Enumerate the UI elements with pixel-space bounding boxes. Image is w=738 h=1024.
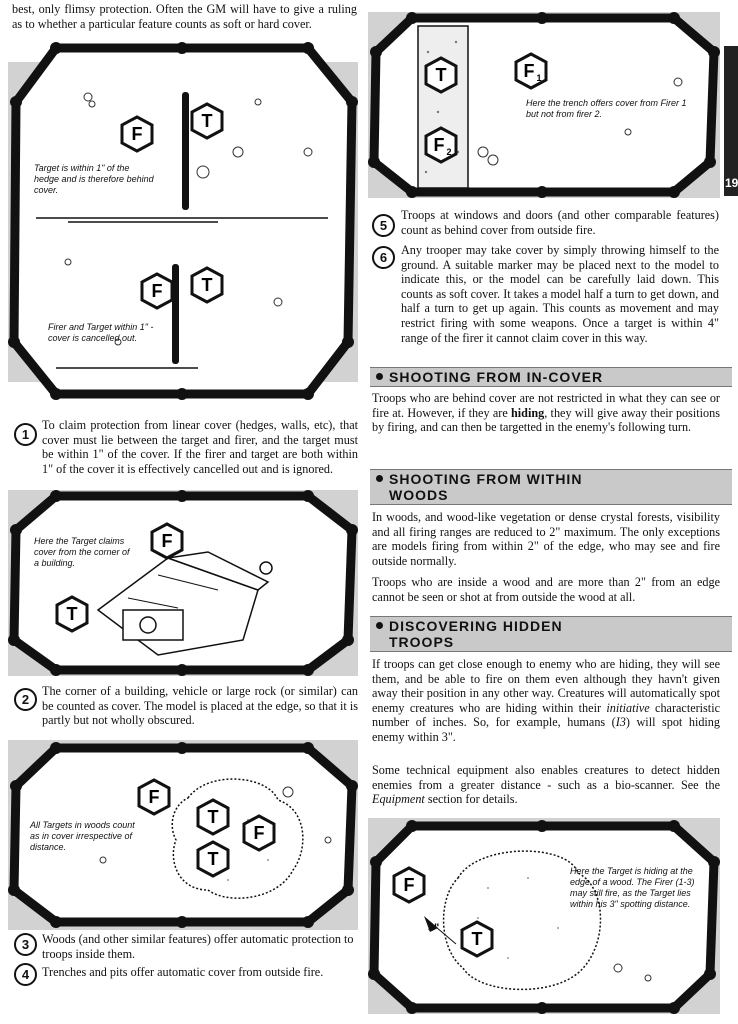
page-number: 19 xyxy=(725,176,738,190)
rule-2-number: 2 xyxy=(14,688,37,711)
d1-caption-bottom: Firer and Target within 1" - cover is cancelled out. xyxy=(48,322,154,343)
svg-text:1: 1 xyxy=(536,73,542,83)
d4-token-f1 xyxy=(514,52,548,90)
hidden-paragraph-1: If troops can get close enough to enemy who are hiding, they will see them, and be able to fire on them even although they havn't given away their position in any other way. Creatures will automatically spot enemy creatures who are hiding within their initiative characteristic number of inches. So, for example, humans (I3) will spot hiding enemy within 3". xyxy=(372,657,720,744)
d4-token-f2 xyxy=(424,126,458,164)
svg-text:F: F xyxy=(433,135,445,155)
heading-hidden-troops xyxy=(370,616,732,652)
in-cover-paragraph: Troops who are behind cover are not restricted in what they can see or fire at. However, if they are hiding, they will give away their positions by firing, and can then be targetted in the enemy's following turn. xyxy=(372,391,720,435)
diagram-linear-cover xyxy=(8,42,358,404)
rule-4-number: 4 xyxy=(14,963,37,986)
d1-caption-top: Target is within 1" of the hedge and is therefore behind cover. xyxy=(34,163,154,195)
d3-token-t2 xyxy=(196,840,230,878)
d1-token-t1 xyxy=(190,102,224,140)
diagram-building-corner xyxy=(8,490,358,676)
d1-token-t2 xyxy=(190,266,224,304)
svg-text:F: F xyxy=(148,787,160,807)
rule-3-text: Woods (and other similar features) offer automatic protection to troops inside them. xyxy=(42,932,354,961)
rule-6-text: Any trooper may take cover by simply throwing himself to the ground. A suitable marker may be placed next to the model to indicate this, or the model can be carefully laid down. This counts as soft cover. It takes a model half a turn to get down, and half a turn to get up again. This counts as movement and may restrict firing with some weapons. Once a target is within 4" range of the firer it cannot claim cover in this way. xyxy=(401,243,719,345)
d2-caption: Here the Target claims cover from the corner of a building. xyxy=(34,536,130,568)
rule-4-text: Trenches and pits offer automatic cover from outside fire. xyxy=(42,965,324,979)
heading-shooting-woods xyxy=(370,469,732,505)
page-edge-tab xyxy=(724,46,738,196)
d3-token-f1 xyxy=(137,778,171,816)
d2-token-t xyxy=(55,595,89,633)
svg-text:F: F xyxy=(253,823,265,843)
svg-text:F: F xyxy=(131,124,143,144)
d4-caption: Here the trench offers cover from Firer 1 but not from firer 2. xyxy=(526,98,687,119)
heading-hidden-line2: TROOPS xyxy=(389,634,455,650)
d3-caption: All Targets in woods count as in cover irrespective of distance. xyxy=(30,820,135,852)
heading-hidden-line1: DISCOVERING HIDDEN xyxy=(389,618,563,634)
d3-token-f2 xyxy=(242,814,276,852)
rule-1-text: To claim protection from linear cover (hedges, walls, etc), that cover must lie between the target and firer, and the target must be within 1" of the cover. If the firer and target are both within 1" of the cover it is effectively cancelled out and is ignored. xyxy=(42,418,358,476)
woods-paragraph-1: In woods, and wood-like vegetation or dense crystal forests, visibility and all firing ranges are reduced to 2" maximum. The only exceptions are models firing from within 2" of the edge, who may see and fire outside normally. xyxy=(372,510,720,568)
rule-3-number: 3 xyxy=(14,933,37,956)
rule-5-number: 5 xyxy=(372,214,395,237)
svg-text:F: F xyxy=(403,875,415,895)
svg-text:T: T xyxy=(471,929,483,949)
intro-paragraph: best, only flimsy protection. Often the GM will have to give a ruling as to whether a particular feature counts as soft or hard cover. xyxy=(12,2,357,31)
svg-text:F: F xyxy=(161,531,173,551)
rule-1-number: 1 xyxy=(14,423,37,446)
d3-token-t1 xyxy=(196,798,230,836)
d1-token-f2 xyxy=(140,272,174,310)
d1-token-f1 xyxy=(120,115,154,153)
svg-text:T: T xyxy=(435,65,447,85)
svg-text:T: T xyxy=(207,849,219,869)
rule-5-text: Troops at windows and doors (and other comparable features) count as behind cover from outside fire. xyxy=(401,208,719,237)
heading-shooting-in-cover xyxy=(370,367,732,387)
rule-2-text: The corner of a building, vehicle or large rock (or similar) can be counted as cover. The model is placed at the edge, so that it is partly but not wholly obscured. xyxy=(42,684,358,728)
heading-woods-line1: SHOOTING FROM WITHIN xyxy=(389,471,583,487)
heading-woods-line2: WOODS xyxy=(389,487,449,503)
svg-text:2: 2 xyxy=(446,147,452,157)
svg-text:T: T xyxy=(66,604,78,624)
hidden-paragraph-2: Some technical equipment also enables creatures to detect hidden enemies from a greater distance - such as a bio-scanner. See the Equipment section for details. xyxy=(372,763,720,807)
d5-token-t xyxy=(460,920,494,958)
d4-token-t xyxy=(424,56,458,94)
d5-token-f xyxy=(392,866,426,904)
heading-shooting-in-cover-text: SHOOTING FROM IN-COVER xyxy=(389,369,604,385)
diagram-hidden-target xyxy=(368,818,720,1014)
svg-text:T: T xyxy=(201,111,213,131)
svg-text:T: T xyxy=(207,807,219,827)
svg-text:F: F xyxy=(151,281,163,301)
svg-text:F: F xyxy=(523,61,535,81)
rule-6-number: 6 xyxy=(372,246,395,269)
d5-caption: Here the Target is hiding at the edge of a wood. The Firer (1-3) may still fire, as the Target lies within his 3" spotting distance. xyxy=(570,866,695,909)
d2-token-f xyxy=(150,522,184,560)
woods-paragraph-2: Troops who are inside a wood and are more than 2" from an edge cannot be seen or shot at from outside the wood at all. xyxy=(372,575,720,604)
svg-text:T: T xyxy=(201,275,213,295)
d5-distance-label: 3" xyxy=(428,922,440,934)
